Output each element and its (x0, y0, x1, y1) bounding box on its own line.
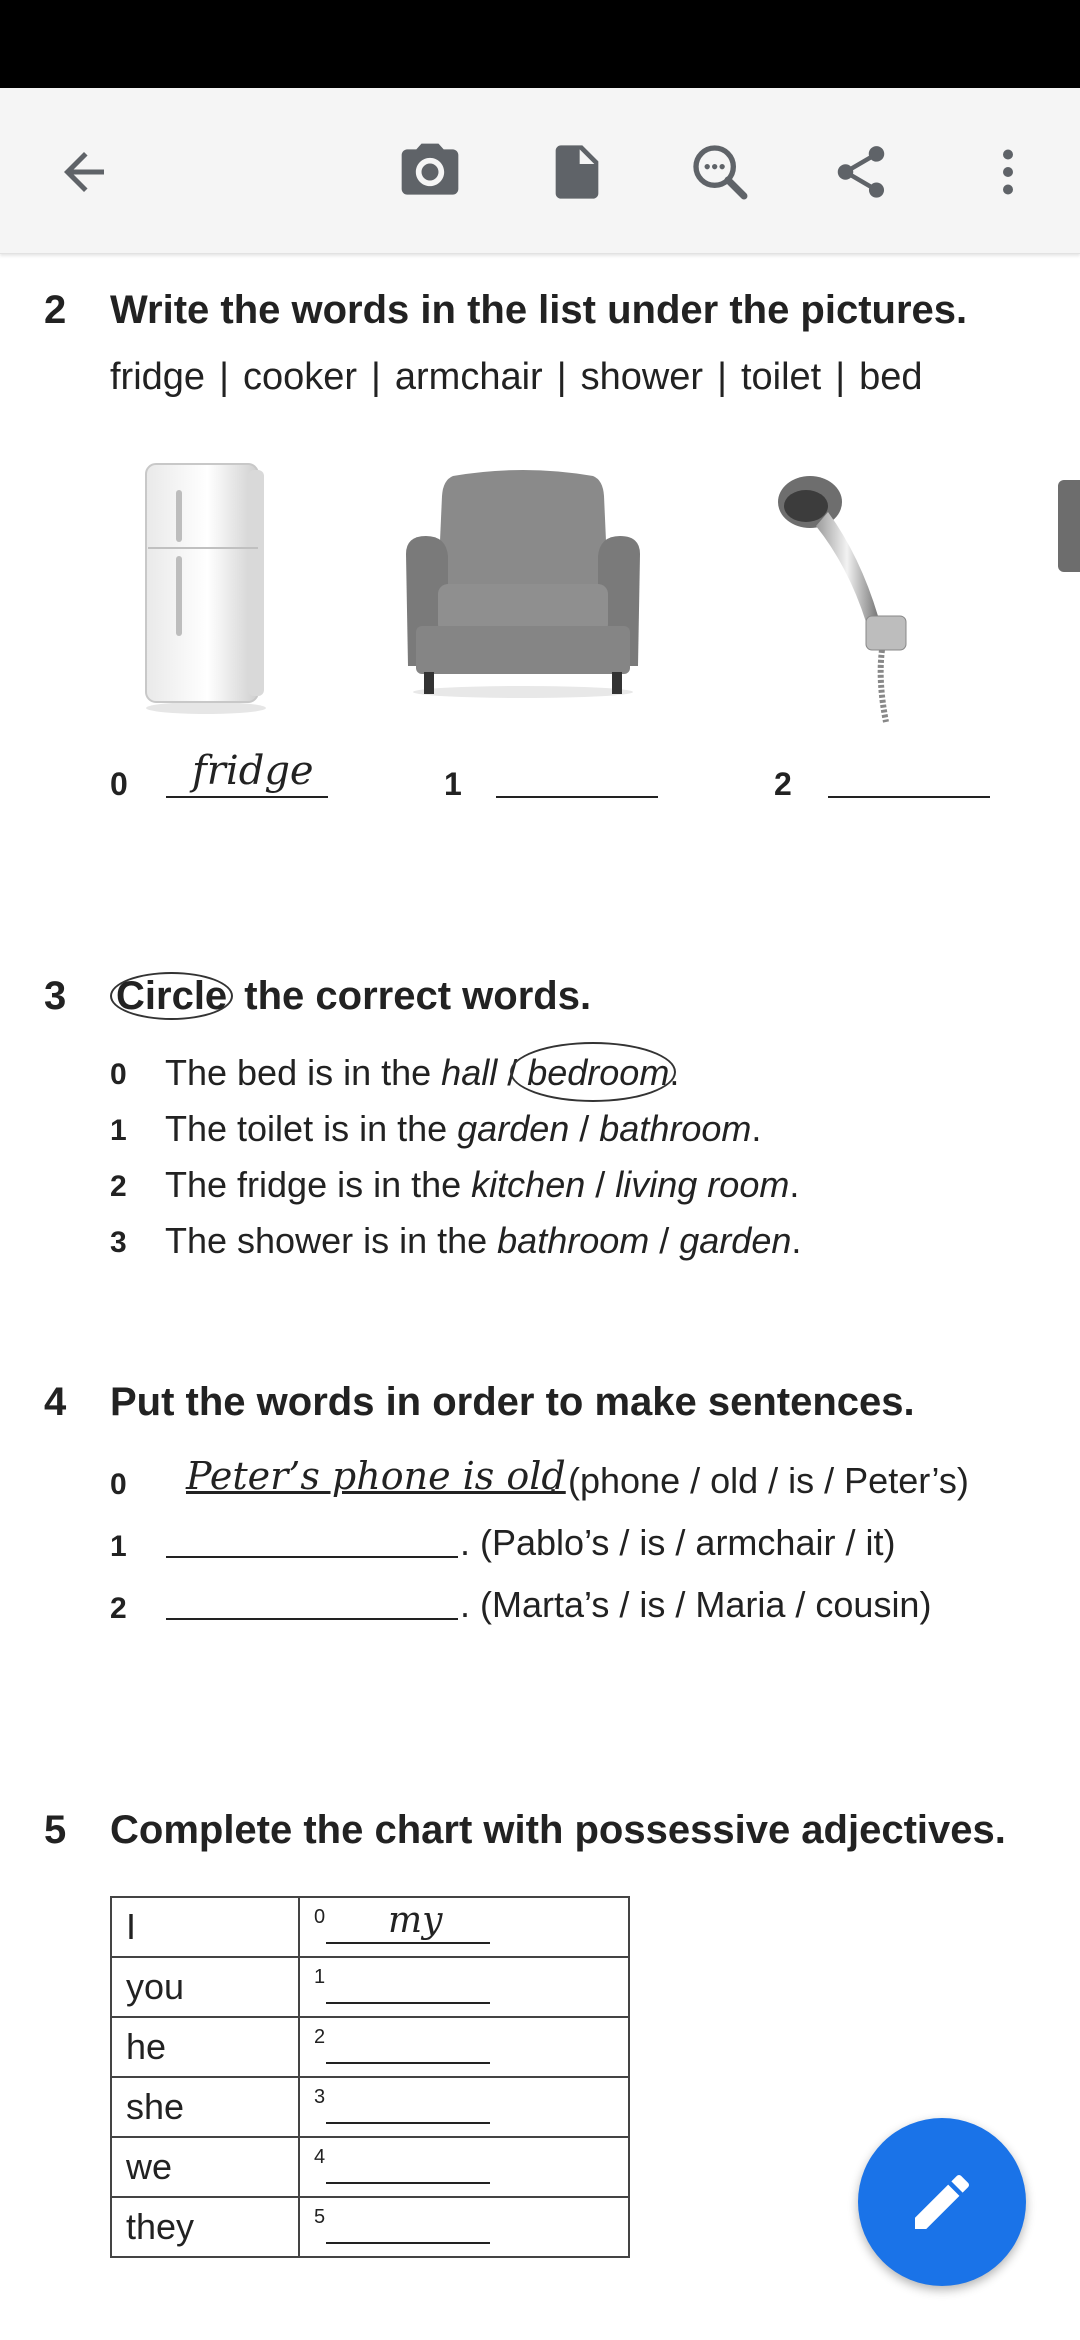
option: garden (457, 1108, 570, 1149)
pronoun-cell: they (111, 2197, 299, 2257)
item-number: 0 (110, 1468, 127, 1501)
exercise-5-title: Complete the chart with possessive adjectives. (110, 1808, 1006, 1852)
sentence: The toilet is in the garden / bathroom. (165, 1108, 762, 1149)
answer-line (326, 2242, 490, 2244)
word-list: fridge | cooker | armchair | shower | toilet | bed (110, 356, 923, 398)
answer-line (326, 2002, 490, 2004)
camera-icon (396, 138, 464, 206)
option: bathroom (497, 1220, 650, 1261)
title-rest: the correct words. (244, 974, 592, 1018)
answer-line (326, 2062, 490, 2064)
word-item: shower (580, 356, 704, 398)
word-item: cooker (242, 356, 357, 398)
app-toolbar (0, 88, 1080, 254)
option: bathroom (599, 1108, 752, 1149)
exercise-3-number: 3 (44, 974, 67, 1018)
option: living room (615, 1164, 790, 1205)
more-options-button[interactable] (974, 138, 1042, 206)
option: kitchen (471, 1164, 586, 1205)
answer-cell: 1 (299, 1957, 629, 2017)
answer-line (496, 796, 658, 798)
pronoun-cell: I (111, 1897, 299, 1957)
item-number: 3 (110, 1226, 127, 1259)
item-number: 2 (110, 1170, 127, 1203)
word-item: fridge (110, 356, 206, 398)
armchair-picture (398, 466, 648, 706)
pencil-edit-icon (906, 2166, 978, 2238)
answer-line (166, 1618, 458, 1620)
chart-row (111, 2197, 629, 2257)
chart-row (111, 1957, 629, 2017)
exercise-2-number: 2 (44, 288, 67, 332)
answer-cell: 4 (299, 2137, 629, 2197)
answer-cell: 0 my (299, 1897, 629, 1957)
handwritten-answer: fridge (192, 748, 314, 794)
exercise-5-number: 5 (44, 1808, 67, 1852)
back-button[interactable] (50, 138, 118, 206)
shower-picture (770, 466, 950, 726)
answer-circle (510, 1042, 676, 1102)
handwritten-answer: Peter’s phone is old (186, 1454, 566, 1498)
answer-line (326, 2182, 490, 2184)
chart-row (111, 2017, 629, 2077)
answer-line (828, 796, 990, 798)
item-number: 2 (774, 766, 792, 802)
document-button[interactable] (543, 138, 611, 206)
item-number: 1 (444, 766, 462, 802)
option-circled: bedroom (527, 1052, 670, 1093)
word-hint: . (Marta’s / is / Maria / cousin) (460, 1584, 932, 1625)
sentence: The shower is in the bathroom / garden. (165, 1220, 802, 1261)
item-number: 0 (110, 1058, 127, 1091)
option: hall (441, 1052, 498, 1093)
more-vert-icon (978, 142, 1038, 202)
word-item: bed (859, 356, 923, 398)
item-number: 1 (110, 1114, 127, 1147)
zoom-search-button[interactable] (686, 138, 754, 206)
sentence: The bed is in the hall / bedroom. (165, 1052, 680, 1093)
option: garden (679, 1220, 792, 1261)
exercise-4-title: Put the words in order to make sentences. (110, 1380, 915, 1424)
worksheet-page (0, 256, 1080, 2340)
answer-line (326, 1942, 490, 1944)
possessive-chart (110, 1896, 630, 2258)
pronoun-cell: he (111, 2017, 299, 2077)
answer-line (326, 2122, 490, 2124)
word-item: armchair (394, 356, 543, 398)
answer-cell: 3 (299, 2077, 629, 2137)
pronoun-cell: we (111, 2137, 299, 2197)
answer-cell: 5 (299, 2197, 629, 2257)
chart-row (111, 2077, 629, 2137)
zoom-search-icon (688, 140, 752, 204)
chart-row (111, 2137, 629, 2197)
status-bar (0, 0, 1080, 88)
pronoun-cell: you (111, 1957, 299, 2017)
share-button[interactable] (827, 138, 895, 206)
document-icon (545, 140, 609, 204)
arrow-left-icon (54, 142, 114, 202)
partial-picture (1058, 480, 1080, 572)
answer-cell: 2 (299, 2017, 629, 2077)
word-hint: . (phone / old / is / Peter’s) (548, 1460, 969, 1501)
camera-button[interactable] (396, 138, 464, 206)
handwritten-answer: my (388, 1900, 443, 1941)
circled-word: Circle (110, 972, 233, 1020)
sentence: The fridge is in the kitchen / living room. (165, 1164, 800, 1205)
item-number: 0 (110, 766, 128, 802)
exercise-4-number: 4 (44, 1380, 67, 1424)
word-hint: . (Pablo’s / is / armchair / it) (460, 1522, 896, 1563)
item-number: 1 (110, 1530, 127, 1563)
chart-row (111, 1897, 629, 1957)
fridge-picture (136, 456, 276, 716)
edit-fab-button[interactable] (858, 2118, 1026, 2286)
answer-line (166, 796, 328, 798)
pronoun-cell: she (111, 2077, 299, 2137)
exercise-3-title (110, 974, 591, 1019)
item-number: 2 (110, 1592, 127, 1625)
share-icon (830, 141, 892, 203)
exercise-2-title: Write the words in the list under the pictures. (110, 288, 968, 332)
answer-line (166, 1556, 458, 1558)
word-item: toilet (740, 356, 822, 398)
